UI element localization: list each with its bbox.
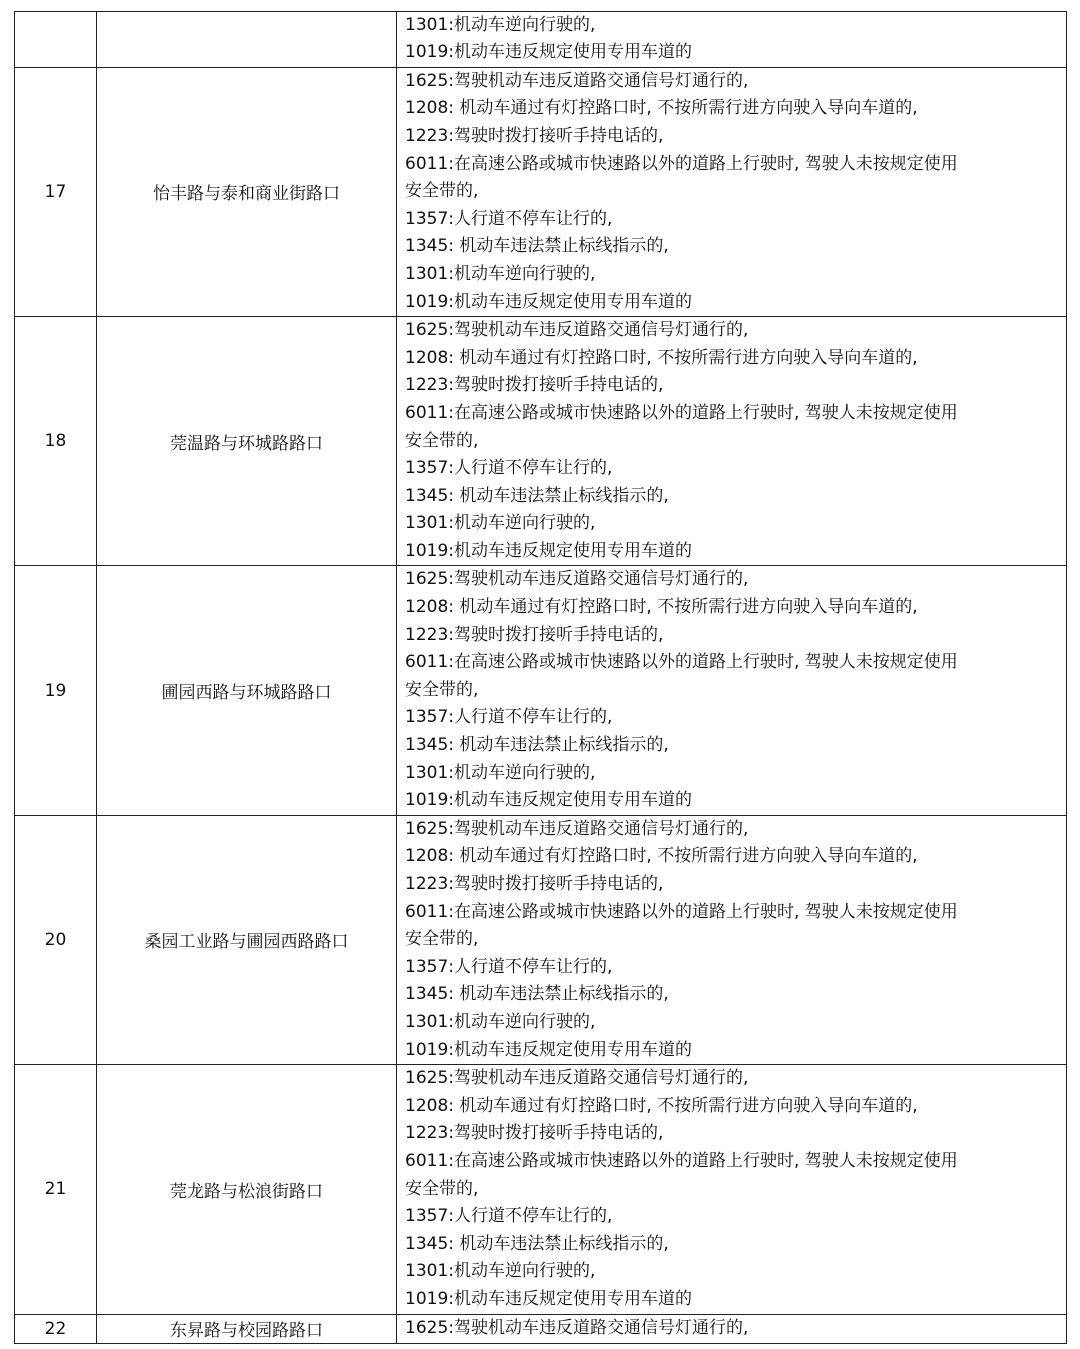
violation-code-line: 1345: 机动车违法禁止标线指示的, xyxy=(405,236,669,257)
violation-code-line: 1019:机动车违反规定使用专用车道的 xyxy=(405,42,692,63)
violation-code-line: 6011:在高速公路或城市快速路以外的道路上行驶时, 驾驶人未按规定使用 xyxy=(405,153,958,174)
violation-code-line: 1019:机动车违反规定使用专用车道的 xyxy=(405,790,692,811)
violation-code-line: 安全带的, xyxy=(405,181,479,202)
table-row xyxy=(15,12,1067,68)
table-row xyxy=(15,1314,1067,1343)
violation-code-line: 1301:机动车逆向行驶的, xyxy=(405,513,596,534)
violation-codes-cell xyxy=(397,317,1067,566)
violation-code-line: 1625:驾驶机动车违反道路交通信号灯通行的, xyxy=(405,818,749,839)
violation-code-line: 1223:驾驶时拨打接听手持电话的, xyxy=(405,1123,664,1144)
row-index: 20 xyxy=(15,815,97,1064)
violation-code-line: 1301:机动车逆向行驶的, xyxy=(405,1261,596,1282)
intersection-name xyxy=(97,12,397,68)
violation-code-line: 6011:在高速公路或城市快速路以外的道路上行驶时, 驾驶人未按规定使用 xyxy=(405,402,958,423)
row-index: 21 xyxy=(15,1065,97,1314)
violation-codes-cell xyxy=(397,67,1067,316)
violation-code-line: 1019:机动车违反规定使用专用车道的 xyxy=(405,1039,692,1060)
violation-code-line: 1223:驾驶时拨打接听手持电话的, xyxy=(405,125,664,146)
violation-code-line: 1223:驾驶时拨打接听手持电话的, xyxy=(405,874,664,894)
violation-code-line: 1625:驾驶机动车违反道路交通信号灯通行的, xyxy=(405,569,749,590)
violation-codes-cell xyxy=(397,12,1067,68)
violation-code-line: 1625:驾驶机动车违反道路交通信号灯通行的, xyxy=(405,1068,749,1089)
table-row xyxy=(15,566,1067,815)
violation-code-line: 1357:人行道不停车让行的, xyxy=(405,956,613,977)
table-row xyxy=(15,317,1067,566)
violation-code-line: 1357:人行道不停车让行的, xyxy=(405,707,613,728)
violation-code-line: 安全带的, xyxy=(405,430,479,451)
violation-code-line: 1301:机动车逆向行驶的, xyxy=(405,1011,596,1032)
violation-codes-cell xyxy=(397,1314,1067,1343)
violation-code-line: 1345: 机动车违法禁止标线指示的, xyxy=(405,485,669,506)
intersection-name: 莞温路与环城路路口 xyxy=(97,317,397,566)
violation-code-line: 6011:在高速公路或城市快速路以外的道路上行驶时, 驾驶人未按规定使用 xyxy=(405,901,958,922)
row-index: 22 xyxy=(15,1314,97,1343)
violation-code-line: 1345: 机动车违法禁止标线指示的, xyxy=(405,984,669,1005)
violation-table-body xyxy=(15,12,1067,1344)
violation-code-line: 1301:机动车逆向行驶的, xyxy=(405,15,596,35)
violation-code-line: 1357:人行道不停车让行的, xyxy=(405,458,613,479)
violation-code-line: 1625:驾驶机动车违反道路交通信号灯通行的, xyxy=(405,320,749,341)
violation-code-line: 1019:机动车违反规定使用专用车道的 xyxy=(405,1288,692,1309)
violation-code-line: 1625:驾驶机动车违反道路交通信号灯通行的, xyxy=(405,1317,749,1338)
violation-codes-cell xyxy=(397,1065,1067,1314)
violation-code-line: 6011:在高速公路或城市快速路以外的道路上行驶时, 驾驶人未按规定使用 xyxy=(405,1150,958,1171)
violation-code-line: 6011:在高速公路或城市快速路以外的道路上行驶时, 驾驶人未按规定使用 xyxy=(405,652,958,673)
violation-code-line: 1357:人行道不停车让行的, xyxy=(405,1206,613,1227)
violation-codes-cell xyxy=(397,566,1067,815)
row-index: 18 xyxy=(15,317,97,566)
violation-code-line: 安全带的, xyxy=(405,1178,479,1199)
row-index xyxy=(15,12,97,68)
violation-code-line: 1208: 机动车通过有灯控路口时, 不按所需行进方向驶入导向车道的, xyxy=(405,846,918,867)
table-row xyxy=(15,1065,1067,1314)
violation-code-line: 1301:机动车逆向行驶的, xyxy=(405,263,596,284)
row-index: 19 xyxy=(15,566,97,815)
violation-code-line: 1019:机动车违反规定使用专用车道的 xyxy=(405,291,692,312)
violation-code-line: 1345: 机动车违法禁止标线指示的, xyxy=(405,1233,669,1254)
violation-code-line: 1208: 机动车通过有灯控路口时, 不按所需行进方向驶入导向车道的, xyxy=(405,98,918,119)
violation-code-line: 1345: 机动车违法禁止标线指示的, xyxy=(405,735,669,756)
violation-code-line: 1357:人行道不停车让行的, xyxy=(405,208,613,229)
intersection-name: 桑园工业路与圃园西路路口 xyxy=(97,815,397,1064)
violation-codes-cell xyxy=(397,815,1067,1064)
table-row xyxy=(15,815,1067,1064)
document-page xyxy=(14,11,1066,1344)
violation-code-line: 安全带的, xyxy=(405,679,479,700)
table-row xyxy=(15,67,1067,316)
intersection-name: 莞龙路与松浪街路口 xyxy=(97,1065,397,1314)
violation-code-line: 1208: 机动车通过有灯控路口时, 不按所需行进方向驶入导向车道的, xyxy=(405,347,918,368)
violation-table xyxy=(14,11,1067,1344)
violation-code-line: 1625:驾驶机动车违反道路交通信号灯通行的, xyxy=(405,70,749,91)
intersection-name: 怡丰路与泰和商业街路口 xyxy=(97,67,397,316)
intersection-name: 圃园西路与环城路路口 xyxy=(97,566,397,815)
violation-code-line: 1019:机动车违反规定使用专用车道的 xyxy=(405,540,692,561)
violation-code-line: 1208: 机动车通过有灯控路口时, 不按所需行进方向驶入导向车道的, xyxy=(405,1095,918,1116)
intersection-name: 东昇路与校园路路口 xyxy=(97,1314,397,1343)
violation-code-line: 安全带的, xyxy=(405,929,479,950)
violation-code-line: 1301:机动车逆向行驶的, xyxy=(405,762,596,783)
violation-code-line: 1208: 机动车通过有灯控路口时, 不按所需行进方向驶入导向车道的, xyxy=(405,597,918,618)
violation-code-line: 1223:驾驶时拨打接听手持电话的, xyxy=(405,624,664,645)
violation-code-line: 1223:驾驶时拨打接听手持电话的, xyxy=(405,375,664,396)
row-index: 17 xyxy=(15,67,97,316)
